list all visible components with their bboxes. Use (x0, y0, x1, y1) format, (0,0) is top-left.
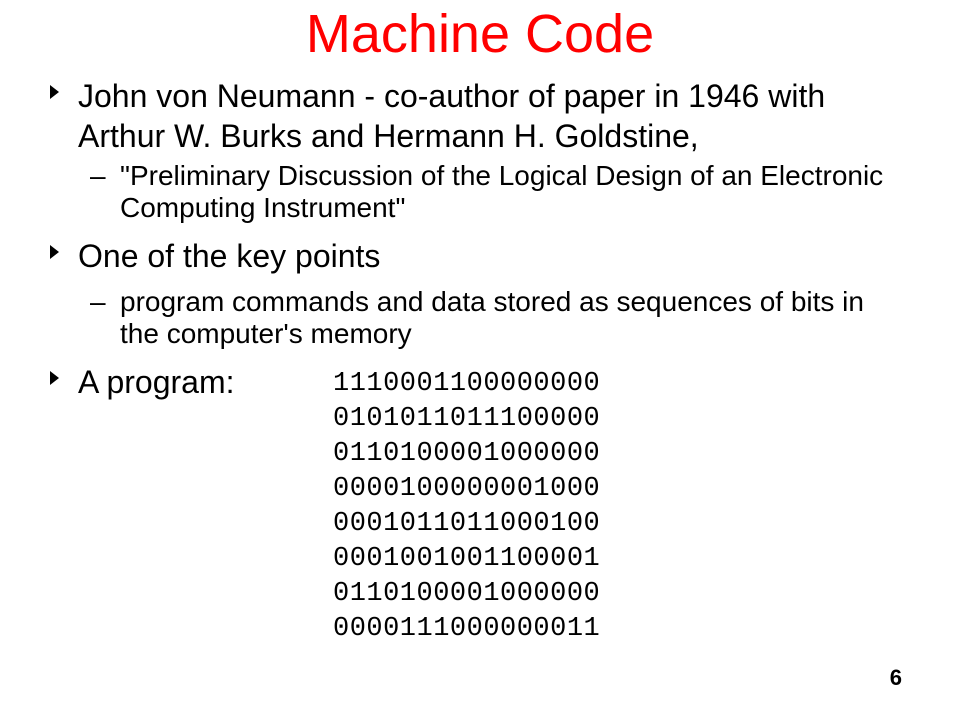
triangle-bullet-icon (50, 371, 59, 385)
sub-bullet-text: program commands and data stored as sequences of bits in the computer's memory (120, 286, 864, 349)
program-line: 0101011011100000 (333, 404, 601, 434)
triangle-bullet-icon (50, 85, 59, 99)
bullet-text: John von Neumann - co-author of paper in 1946 with Arthur W. Burks and Hermann H. Goldstine, (78, 78, 826, 154)
bullet-text: A program: (78, 364, 235, 400)
dash-marker: – (90, 286, 106, 317)
program-line: 0110100001000000 (333, 579, 601, 609)
program-line: 1110001100000000 (333, 369, 601, 399)
program-line: 0000100000001000 (333, 474, 601, 504)
slide-title: Machine Code (305, 4, 655, 64)
program-line: 0001011011000100 (333, 509, 601, 539)
sub-bullet-text: "Preliminary Discussion of the Logical Design of an Electronic Computing Instrument" (120, 160, 884, 223)
program-line: 0110100001000000 (333, 439, 601, 469)
program-line: 0000111000000011 (333, 614, 601, 644)
program-code-block (333, 367, 600, 647)
page-number: 6 (889, 665, 902, 690)
dash-marker: – (90, 160, 106, 191)
program-line: 0001001001100001 (333, 544, 601, 574)
triangle-bullet-icon (50, 245, 59, 259)
bullet-text: One of the key points (78, 238, 381, 274)
